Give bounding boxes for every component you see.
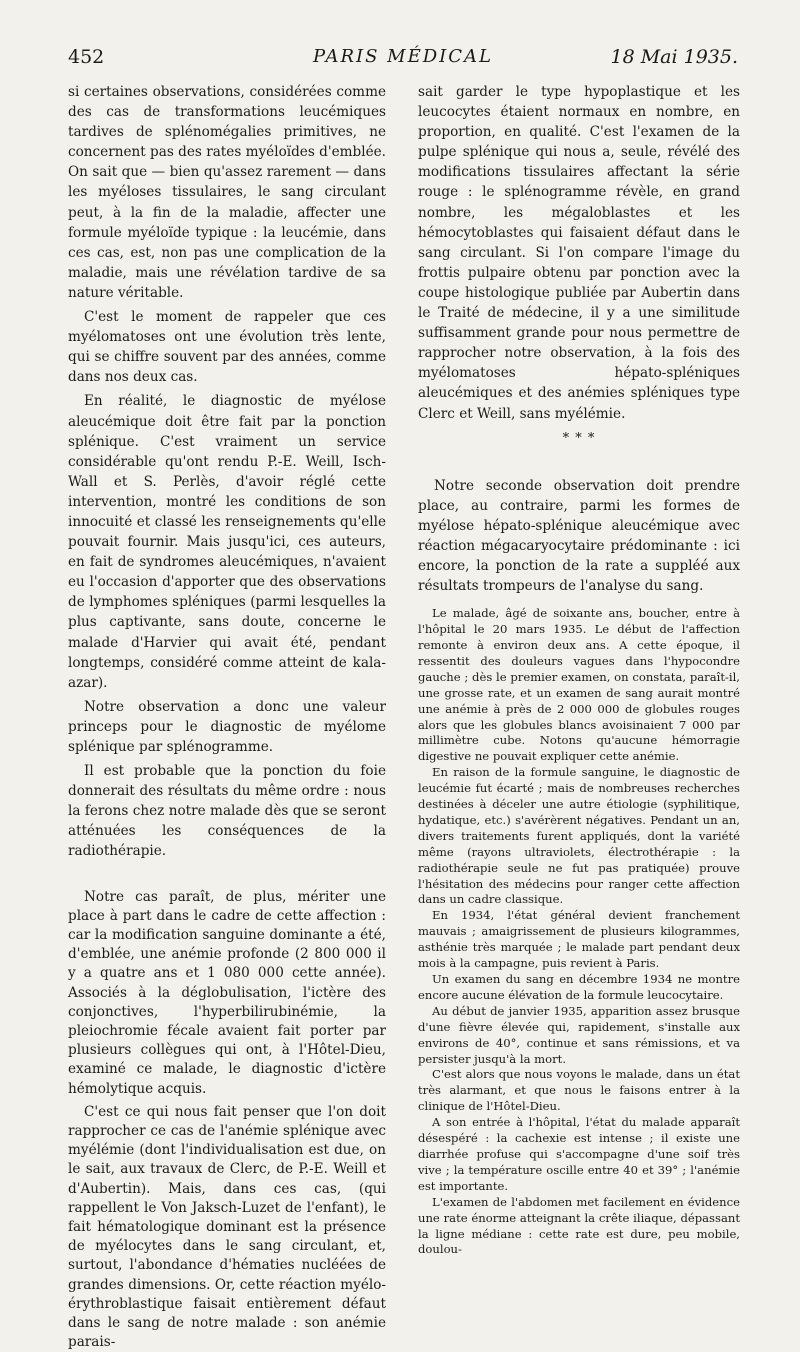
left-column	[68, 82, 386, 1352]
paragraph: Il est probable que la ponction du foie donnerait des résultats du même ordre : nous la ferons chez notre malade dès que se seront atténuées les conséquences de la radiothérapie.	[68, 763, 386, 860]
paragraph: Notre seconde observation doit prendre place, au contraire, parmi les formes de myélose hépato-splénique aleucémique avec réaction mégacaryocytaire prédominante : ici encore, la ponction de la rate a suppléé aux résultats trompeurs de l'analyse du sang.	[418, 477, 740, 595]
page-number: 452	[68, 46, 105, 68]
paragraph: En réalité, le diagnostic de myélose aleucémique doit être fait par la ponction splénique. C'est vraiment un service considérable qu'ont rendu P.-E. Weill, Isch-Wall et S. Perlès, d'avoir réglé cette intervention, montré les conditions de son innocuité et classé les renseignements qu'elle pouvait fournir. Mais jusqu'ici, ces auteurs, en fait de syndromes aleucémiques, n'avaient eu l'occasion d'apporter que des observations de lymphomes spléniques (parmi lesquelles la plus captivante, sans doute, concerne le malade d'Harvier qui avait été, pendant longtemps, considéré comme atteint de kala-azar).	[68, 393, 386, 691]
case-report-paragraph: L'examen de l'abdomen met facilement en évidence une rate énorme atteignant la crête iliaque, dépassant la ligne médiane : cette rate est dure, peu mobile, doulou-	[418, 1194, 740, 1257]
paragraph: Notre cas paraît, de plus, mériter une place à part dans le cadre de cette affection : car la modification sanguine dominante a été, d'emblée, une anémie profonde (2 800 000 il y a quatre ans et 1 080 000 cette année). Associés à la déglobulisation, l'ictère des conjonctives, l'hyperbilirubinémie, la pleiochromie fécale avaient fait porter par plusieurs collègues qui ont, à l'Hôtel-Dieu, examiné ce malade, le diagnostic d'ictère hémolytique acquis.	[68, 888, 386, 1097]
section-separator: * * *	[562, 430, 596, 446]
case-report-paragraph: En raison de la formule sanguine, le diagnostic de leucémie fut écarté ; mais de nombreuses recherches destinées à déceler une autre étiologie (syphilitique, hydatique, etc.) s'avérèrent négatives. Pendant un an, divers traitements furent appliqués, dont la variété même (rayons ultraviolets, électrothérapie : la radiothérapie seule ne fut pas pratiquée) prouve l'hésitation des médecins pour ranger cette affection dans un cadre classique.	[418, 765, 740, 907]
case-report-paragraph: En 1934, l'état général devient franchement mauvais ; amaigrissement de plusieurs kilogrammes, asthénie très marquée ; le malade part pendant deux mois à la campagne, puis revient à Paris.	[418, 908, 740, 971]
paragraph: C'est ce qui nous fait penser que l'on doit rapprocher ce cas de l'anémie splénique avec myélémie (dont l'individualisation est due, on le sait, aux travaux de Clerc, de P.-E. Weill et d'Aubertin). Mais, dans ces cas, (qui rappellent le Von Jaksch-Luzet de l'enfant), le fait hématologique dominant est la présence de myélocytes dans le sang circulant, et, surtout, l'abondance d'hématies nucléées de grandes dimensions. Or, cette réaction myélo-érythroblastique faisait entièrement défaut dans le sang de notre malade : son anémie parais-	[68, 1103, 386, 1351]
paragraph: sait garder le type hypoplastique et les leucocytes étaient normaux en nombre, en proportion, en qualité. C'est l'examen de la pulpe splénique qui nous a, seule, révélé des modifications tissulaires affectant la série rouge : le splénogramme révèle, en grand nombre, les mégaloblastes et les hémocytoblastes qui faisaient défaut dans le sang circulant. Si l'on compare l'image du frottis pulpaire obtenu par ponction avec la coupe histologique publiée par Aubertin dans le Traité de médecine, il y a une similitude suffisamment grande pour nous permettre de rapprocher notre observation, à la fois des myélomatoses hépato-spléniques aleucémiques et des anémies spléniques type Clerc et Weill, sans myélémie.	[418, 84, 740, 422]
case-report-paragraph: Au début de janvier 1935, apparition assez brusque d'une fièvre élevée qui, rapidement, s'installe aux environs de 40°, continue et sans rémissions, et va persister jusqu'à la mort.	[418, 1003, 740, 1066]
running-header	[68, 46, 738, 74]
case-report-paragraph: Le malade, âgé de soixante ans, boucher, entre à l'hôpital le 20 mars 1935. Le début de l'affection remonte à environ deux ans. A cette époque, il ressentit des douleurs vagues dans l'hypocondre gauche ; dès le premier examen, on constata, paraît-il, une grosse rate, et un examen de sang aurait montré une anémie à près de 2 000 000 de globules rouges alors que les globules blancs avoisinaient 7 000 par millimètre cube. Notons qu'aucune hémorragie digestive ne pouvait expliquer cette anémie.	[418, 606, 740, 764]
paragraph: si certaines observations, considérées comme des cas de transformations leucémiques tardives de splénomégalies primitives, ne concernent pas des rates myéloïdes d'emblée. On sait que — bien qu'assez rarement — dans les myéloses tissulaires, le sang circulant peut, à la fin de la maladie, affecter une formule myéloïde typique : la leucémie, dans ces cas, est, non pas une complication de la maladie, mais une révélation tardive de sa nature véritable.	[68, 84, 386, 301]
issue-date: 18 Mai 1935.	[610, 46, 738, 68]
case-report-paragraph: Un examen du sang en décembre 1934 ne montre encore aucune élévation de la formule leucocytaire.	[418, 972, 740, 1002]
case-report-paragraph: C'est alors que nous voyons le malade, dans un état très alarmant, et que nous le faisons entrer à la clinique de l'Hôtel-Dieu.	[418, 1067, 740, 1114]
right-column	[418, 82, 740, 1258]
paragraph: C'est le moment de rappeler que ces myélomatoses ont une évolution très lente, qui se chiffre souvent par des années, comme dans nos deux cas.	[68, 309, 386, 386]
case-report-paragraph: A son entrée à l'hôpital, l'état du malade apparaît désespéré : la cachexie est intense ; il existe une diarrhée profuse qui s'accompagne d'une soif très vive ; la température oscille entre 40 et 39° ; l'anémie est importante.	[418, 1115, 740, 1193]
journal-title: PARIS MÉDICAL	[312, 46, 493, 67]
paragraph: Notre observation a donc une valeur princeps pour le diagnostic de myélome splénique par splénogramme.	[68, 698, 386, 755]
